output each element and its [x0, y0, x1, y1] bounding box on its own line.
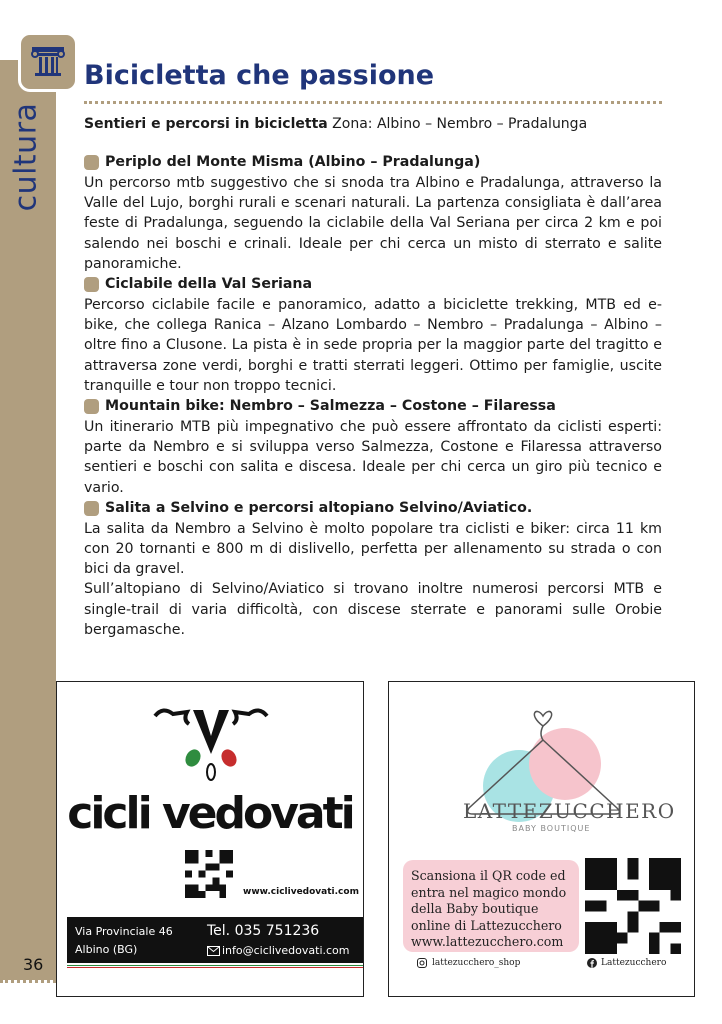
qr-code-icon[interactable] [185, 850, 233, 898]
article-body [84, 152, 662, 640]
route-description-extra: Sull’altopiano di Selvino/Aviatico si trovano inoltre numerosi percorsi MTB e single-trail di varia difficoltà, con discese sterrate e panorami sulle Orobie bergamasche. [84, 581, 662, 638]
route-heading [84, 152, 662, 173]
route-description: La salita da Nembro a Selvino è molto popolare tra ciclisti e biker: circa 11 km con 20 tornanti e 800 m di dislivello, perfetta per allenamento su strada o con bici da gravel. [84, 520, 662, 578]
phone-number[interactable]: Tel. 035 751236 [207, 923, 320, 939]
vedovati-logo-icon [153, 702, 269, 784]
instagram-icon [417, 958, 427, 968]
facebook-handle-row[interactable] [587, 958, 666, 968]
address-line1: Via Provinciale 46 [75, 925, 173, 938]
bullet-icon [84, 155, 99, 170]
promo-box [403, 860, 579, 952]
title-divider [84, 101, 662, 104]
subtitle-bold: Sentieri e percorsi in bicicletta [84, 116, 328, 132]
page-title: Bicicletta che passione [84, 60, 435, 91]
ad-lattezucchero [388, 681, 695, 997]
route-description: Un itinerario MTB più impegnativo che può essere affrontato da ciclisti esperti: parte da Nembro e si sviluppa verso Salmezza, Costone e Filaressa attraverso sentieri e boschi con salita e discesa. Ideale per chi cerca un giro più tecnico e vario. [84, 419, 662, 496]
route-section [84, 396, 662, 498]
bullet-icon [84, 399, 99, 414]
brand-name: LATTEZUCCHERO [463, 799, 676, 823]
email-address[interactable]: info@ciclivedovati.com [222, 944, 350, 957]
brand-tagline: BABY BOUTIQUE [512, 824, 591, 833]
route-section [84, 498, 662, 640]
bullet-icon [84, 501, 99, 516]
envelope-icon [207, 946, 220, 956]
italian-stripes [67, 965, 363, 968]
qr-code-icon[interactable] [585, 858, 681, 954]
temple-icon [18, 32, 78, 92]
facebook-icon [587, 958, 597, 968]
subtitle [84, 116, 587, 132]
instagram-handle: lattezucchero_shop [432, 958, 521, 968]
route-section [84, 152, 662, 274]
route-heading [84, 396, 662, 417]
email-row [207, 944, 350, 957]
page-number: 36 [23, 955, 44, 974]
facebook-handle: Lattezucchero [601, 958, 667, 968]
route-heading-text: Periplo del Monte Misma (Albino – Pradalunga) [105, 154, 481, 170]
section-label: cultura [8, 102, 44, 212]
website-link[interactable]: www.ciclivedovati.com [243, 887, 359, 897]
ad-cicli-vedovati [56, 681, 364, 997]
route-heading-text: Ciclabile della Val Seriana [105, 276, 313, 293]
contact-bar [67, 917, 363, 963]
address-line2: Albino (BG) [75, 943, 138, 956]
route-description: Un percorso mtb suggestivo che si snoda tra Albino e Pradalunga, attraverso la Valle del Lujo, borghi rurali e scenari naturali. La partenza consigliata è dall’area feste di Pradalunga, seguendo la ciclabile della Val Seriana per circa 2 km e poi salendo nei boschi e crinali. Ideale per chi cerca un misto di sterrato e salite panoramiche. [84, 175, 662, 272]
page-number-divider [0, 980, 56, 983]
route-section [84, 274, 662, 396]
brand-name: cicli vedovati [67, 788, 353, 839]
instagram-handle-row[interactable] [417, 958, 520, 968]
subtitle-zone: Zona: Albino – Nembro – Pradalunga [327, 116, 588, 132]
promo-text: Scansiona il QR code ed entra nel magico mondo della Baby boutique online di Lattezucchero www.lattezucchero.com [411, 868, 567, 949]
route-heading [84, 498, 662, 519]
bullet-icon [84, 277, 99, 292]
route-heading-text: Mountain bike: Nembro – Salmezza – Costone – Filaressa [105, 398, 556, 415]
route-heading-text: Salita a Selvino e percorsi altopiano Selvino/Aviatico. [105, 499, 533, 516]
route-heading [84, 274, 662, 295]
route-description: Percorso ciclabile facile e panoramico, adatto a biciclette trekking, MTB ed e-bike, che collega Ranica – Alzano Lombardo – Nembro – Pradalunga – Albino – oltre fino a Clusone. La pista è in sede propria per la maggior parte del tragitto e attraversa zone verdi, borghi e tratti sterrati leggeri. Ottimo per famiglie, uscite tranquille e tour non troppo tecnici. [84, 297, 662, 394]
